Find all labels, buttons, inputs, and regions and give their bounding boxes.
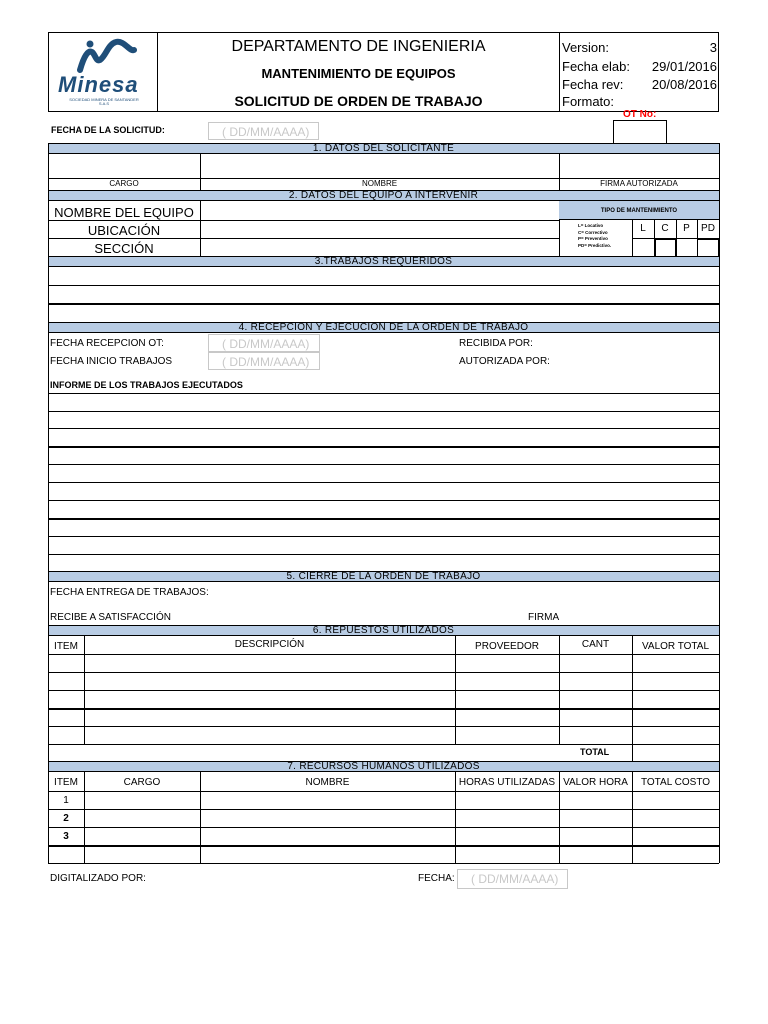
recibe-satisfaccion-label: RECIBE A SATISFACCIÓN: [50, 612, 171, 623]
fecha-rev-value: 20/08/2016: [651, 77, 717, 92]
tipo-pd-label: PD: [701, 223, 715, 234]
border: [48, 863, 719, 864]
border: [719, 256, 720, 322]
rrhh-horas-header: HORAS UTILIZADAS: [458, 777, 556, 788]
form-title: MANTENIMIENTO DE EQUIPOS: [261, 66, 456, 81]
fecha-rev-label: Fecha rev:: [562, 77, 624, 92]
leyenda-item: L= Locativo: [578, 223, 604, 228]
version-value: 3: [709, 40, 717, 55]
border: [48, 411, 719, 412]
ubicacion-label: UBICACIÓN: [87, 223, 161, 238]
border: [48, 845, 719, 847]
version-label: Version:: [562, 40, 609, 55]
border: [48, 791, 719, 792]
border: [48, 428, 719, 429]
fecha-solicitud-input[interactable]: ( DD/MM/AAAA): [208, 122, 319, 140]
item-header: ITEM: [54, 641, 78, 652]
nombre-label: NOMBRE: [361, 179, 398, 188]
valor-total-header: VALOR TOTAL: [641, 641, 710, 652]
fecha-recepcion-input[interactable]: ( DD/MM/AAAA): [208, 334, 320, 352]
rrhh-row-item: 3: [63, 831, 69, 842]
rrhh-valor-hora-header: VALOR HORA: [563, 777, 628, 788]
divider: [559, 32, 560, 112]
leyenda-item: P= Preventivo: [578, 236, 608, 241]
company-subtitle: SOCIEDAD MINERA DE SANTANDER S.A.S: [69, 97, 139, 106]
border: [48, 761, 49, 863]
section6-header: 6. REPUESTOS UTILIZADOS: [48, 625, 719, 636]
firma-label: FIRMA: [528, 612, 560, 623]
border: [48, 827, 719, 828]
rrhh-row-item: 1: [63, 795, 69, 806]
firma-autorizada-label: FIRMA AUTORIZADA: [600, 179, 678, 188]
autorizada-por-label: AUTORIZADA POR:: [459, 356, 550, 367]
ot-label: OT No:: [623, 109, 657, 120]
border: [719, 761, 720, 863]
border: [48, 256, 49, 322]
fecha-footer-input[interactable]: ( DD/MM/AAAA): [457, 869, 568, 889]
border: [719, 322, 720, 572]
border: [719, 190, 720, 257]
section4-header: 4. RECEPCION Y EJECUCION DE LA ORDEN DE TRABAJO: [48, 322, 719, 333]
fecha-solicitud-label: FECHA DE LA SOLICITUD:: [51, 125, 165, 135]
proveedor-header: PROVEEDOR: [475, 641, 539, 652]
border: [48, 518, 719, 520]
border: [48, 238, 559, 239]
fecha-inicio-label: FECHA INICIO TRABAJOS: [50, 356, 173, 367]
border: [48, 446, 719, 448]
tipo-mantenimiento-label: TIPO DE MANTENIMIENTO: [600, 208, 678, 214]
fecha-entrega-label: FECHA ENTREGA DE TRABAJOS:: [50, 587, 209, 598]
seccion-label: SECCIÓN: [94, 241, 154, 256]
total-label: TOTAL: [580, 747, 610, 757]
formato-label: Formato:: [562, 94, 615, 109]
fecha-elab-value: 29/01/2016: [651, 59, 717, 74]
border: [48, 285, 719, 286]
border: [48, 690, 719, 691]
border: [48, 708, 719, 710]
border: [48, 571, 49, 626]
border: [48, 500, 719, 501]
informe-label: INFORME DE LOS TRABAJOS EJECUTADOS: [50, 380, 243, 390]
descripcion-header: DESCRIPCIÓN: [234, 639, 305, 650]
form-subtitle: SOLICITUD DE ORDEN DE TRABAJO: [234, 93, 483, 109]
border: [48, 536, 719, 537]
fecha-footer-label: FECHA:: [418, 873, 455, 884]
rrhh-item-header: ITEM: [54, 777, 78, 788]
border: [48, 726, 719, 727]
border: [719, 625, 720, 762]
section2-header: 2. DATOS DEL EQUIPO A INTERVENIR: [48, 190, 719, 201]
tipo-leyenda: [578, 223, 611, 249]
border: [48, 554, 719, 555]
company-name: Minesa: [58, 72, 139, 97]
rrhh-total-costo-header: TOTAL COSTO: [640, 777, 711, 788]
section3-header: 3.TRABAJOS REQUERIDOS: [48, 256, 719, 267]
fecha-elab-label: Fecha elab:: [562, 59, 630, 74]
tipo-c-checkbox[interactable]: [655, 239, 676, 257]
border: [719, 143, 720, 190]
border: [48, 809, 719, 810]
fecha-inicio-input[interactable]: ( DD/MM/AAAA): [208, 352, 320, 370]
department-title: DEPARTAMENTO DE INGENIERIA: [231, 38, 486, 55]
cargo-label: CARGO: [109, 179, 139, 188]
tipo-c-label: C: [661, 223, 669, 234]
nombre-equipo-label: NOMBRE DEL EQUIPO: [54, 205, 194, 220]
section1-header: 1. DATOS DEL SOLICITANTE: [48, 143, 719, 154]
rrhh-cargo-header: CARGO: [123, 777, 161, 788]
tipo-pd-checkbox[interactable]: [697, 239, 719, 257]
ot-number-field[interactable]: [613, 120, 667, 144]
border: [48, 654, 719, 655]
border: [48, 744, 719, 745]
tipo-p-label: P: [683, 223, 690, 234]
rrhh-row-item: 2: [63, 813, 69, 824]
border: [48, 303, 719, 305]
fecha-recepcion-label: FECHA RECEPCION OT:: [50, 338, 164, 349]
digitalizado-label: DIGITALIZADO POR:: [50, 873, 146, 884]
border: [48, 393, 719, 394]
border: [48, 482, 719, 483]
border: [48, 220, 559, 221]
tipo-l-label: L: [640, 223, 646, 234]
company-logo: [60, 38, 155, 108]
border: [200, 201, 201, 257]
section7-header: 7. RECURSOS HUMANOS UTILIZADOS: [48, 761, 719, 772]
border: [48, 464, 719, 465]
section5-header: 5. CIERRE DE LA ORDEN DE TRABAJO: [48, 571, 719, 582]
border: [48, 672, 719, 673]
cant-header: CANT: [581, 639, 610, 650]
rrhh-nombre-header: NOMBRE: [305, 777, 350, 788]
leyenda-item: C= Correctivo: [578, 229, 608, 235]
recibida-por-label: RECIBIDA POR:: [459, 338, 533, 349]
leyenda-item: PD= Predictivo.: [578, 242, 612, 248]
border: [719, 571, 720, 626]
